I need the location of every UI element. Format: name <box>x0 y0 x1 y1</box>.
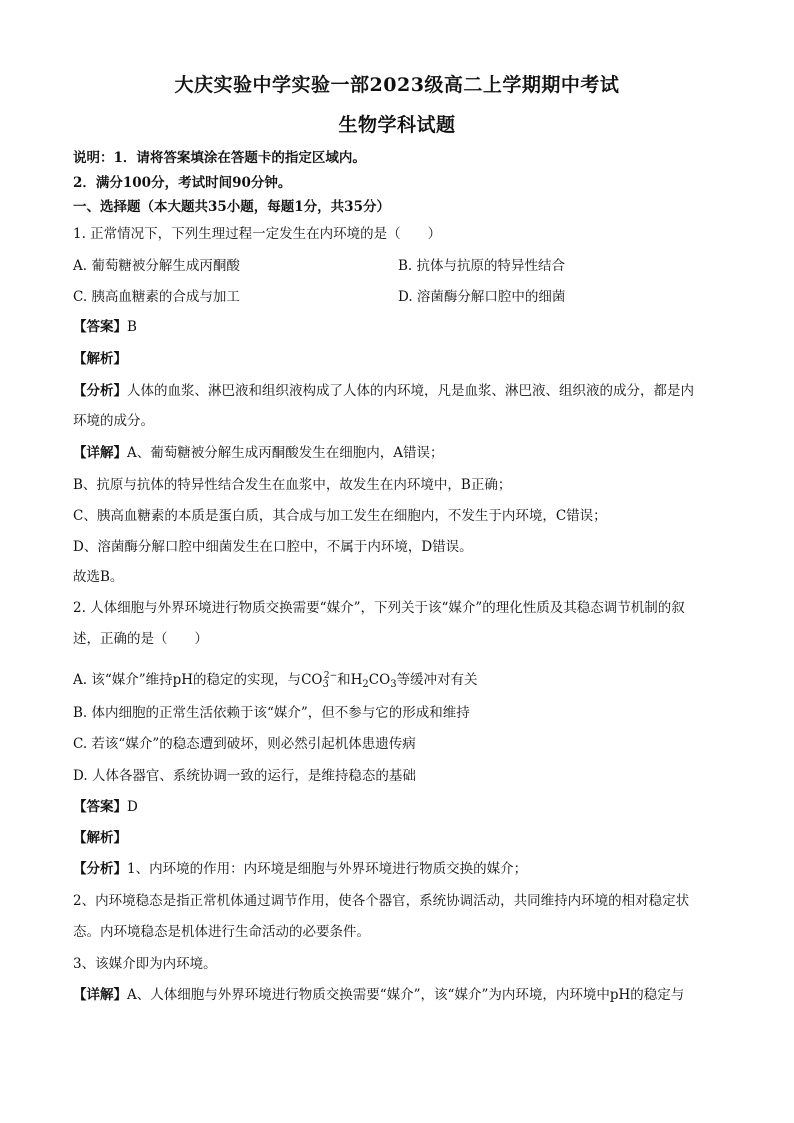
carbonate-symbol: CO <box>301 672 323 688</box>
q2-option-a-suffix: 等缓冲对有关 <box>396 672 478 688</box>
q2-detail-a <box>73 985 723 1005</box>
q2-answer-tag: 【答案】 <box>73 799 127 815</box>
q1-analysis-heading: 【解析】 <box>73 351 127 367</box>
q1-answer: B <box>127 319 137 335</box>
q2-detail-a-text: A、人体细胞与外界环境进行物质交换需要“媒介”，该“媒介”为内环境，内环境中pH的稳定与 <box>127 987 685 1003</box>
carbonic-acid-formula <box>351 672 397 688</box>
q1-detail-a-text: A、葡萄糖被分解生成丙酮酸发生在细胞内，A错误； <box>127 445 444 461</box>
q1-detail-b: B、抗原与抗体的特异性结合发生在血浆中，故发生在内环境中，B正确； <box>73 477 512 493</box>
q2-stem-line-2: 述，正确的是（ ） <box>73 631 208 647</box>
q2-option-a <box>73 666 723 695</box>
instructions-line-1: 说明：1．请将答案填涂在答题卡的指定区域内。 <box>73 150 366 166</box>
q1-conclusion: 故选B。 <box>73 569 124 585</box>
q1-option-d: D. 溶菌酶分解口腔中的细菌 <box>398 289 566 305</box>
q2-analysis-p3: 3、该媒介即为内环境。 <box>73 956 217 972</box>
q2-analysis-heading: 【解析】 <box>73 830 127 846</box>
q2-answer: D <box>127 799 138 815</box>
carbonate-formula <box>301 672 337 688</box>
q1-analysis-line-1 <box>73 381 723 401</box>
q2-option-c: C. 若该“媒介”的稳态遭到破坏，则必然引起机体患遗传病 <box>73 736 416 752</box>
exam-title: 大庆实验中学实验一部2023级高二上学期期中考试 <box>174 74 620 96</box>
q2-analysis-p2-line-2: 态。内环境稳态是机体进行生命活动的必要条件。 <box>73 924 370 940</box>
carbonic-acid-co-subscript: 3 <box>390 679 397 690</box>
q2-stem-line-1: 2. 人体细胞与外界环境进行物质交换需要“媒介”，下列关于该“媒介”的理化性质及其稳态调节机制的叙 <box>73 600 685 616</box>
carbonate-charge: 2− <box>323 671 338 681</box>
carbonic-acid-h-subscript: 2 <box>362 679 369 690</box>
carbonic-acid-h: H <box>350 672 363 688</box>
q1-detail-a <box>73 443 723 463</box>
section-heading: 一、选择题（本大题共35小题，每题1分，共35分） <box>73 199 390 215</box>
q2-analysis-p1-text: 1、内环境的作用：内环境是细胞与外界环境进行物质交换的媒介； <box>127 861 528 877</box>
q2-option-d: D. 人体各器官、系统协调一致的运行，是维持稳态的基础 <box>73 768 416 784</box>
q1-detail-tag: 【详解】 <box>73 445 127 461</box>
instructions-line-2: 2．满分100分，考试时间90分钟。 <box>73 175 292 191</box>
q1-answer-line <box>73 317 723 337</box>
q2-analysis-p2-line-1: 2、内环境稳态是指正常机体通过调节作用，使各个器官，系统协调活动，共同维持内环境的相对稳定状 <box>73 893 690 909</box>
q2-answer-line <box>73 797 723 817</box>
q1-option-c: C. 胰高血糖素的合成与加工 <box>73 289 240 305</box>
q1-stem: 1. 正常情况下，下列生理过程一定发生在内环境的是（ ） <box>73 226 442 242</box>
q2-option-a-prefix: A. 该“媒介”维持pH的稳定的实现，与 <box>73 672 302 688</box>
carbonate-subscript: 3 <box>322 679 329 690</box>
q1-analysis-text: 人体的血浆、淋巴液和组织液构成了人体的内环境，凡是血浆、淋巴液、组织液的成分，都是内 <box>127 383 694 399</box>
q2-analysis-p1 <box>73 859 723 879</box>
q2-analysis-tag: 【分析】 <box>73 861 127 877</box>
q1-analysis-tag: 【分析】 <box>73 383 127 399</box>
q2-detail-tag: 【详解】 <box>73 987 127 1003</box>
q2-option-b: B. 体内细胞的正常生活依赖于该“媒介”，但不参与它的形成和维持 <box>73 705 470 721</box>
q1-analysis-line-2: 环境的成分。 <box>73 413 154 429</box>
q1-option-a: A. 葡萄糖被分解生成丙酮酸 <box>73 258 240 274</box>
q2-option-a-and: 和 <box>337 672 351 688</box>
q1-option-b: B. 抗体与抗原的特异性结合 <box>398 258 566 274</box>
exam-subtitle: 生物学科试题 <box>338 114 456 136</box>
q1-detail-c: C、胰高血糖素的本质是蛋白质，其合成与加工发生在细胞内，不发生于内环境，C错误； <box>73 508 607 524</box>
q1-answer-tag: 【答案】 <box>73 319 127 335</box>
q1-detail-d: D、溶菌酶分解口腔中细菌发生在口腔中，不属于内环境，D错误。 <box>73 539 473 555</box>
carbonic-acid-co: CO <box>368 672 391 688</box>
